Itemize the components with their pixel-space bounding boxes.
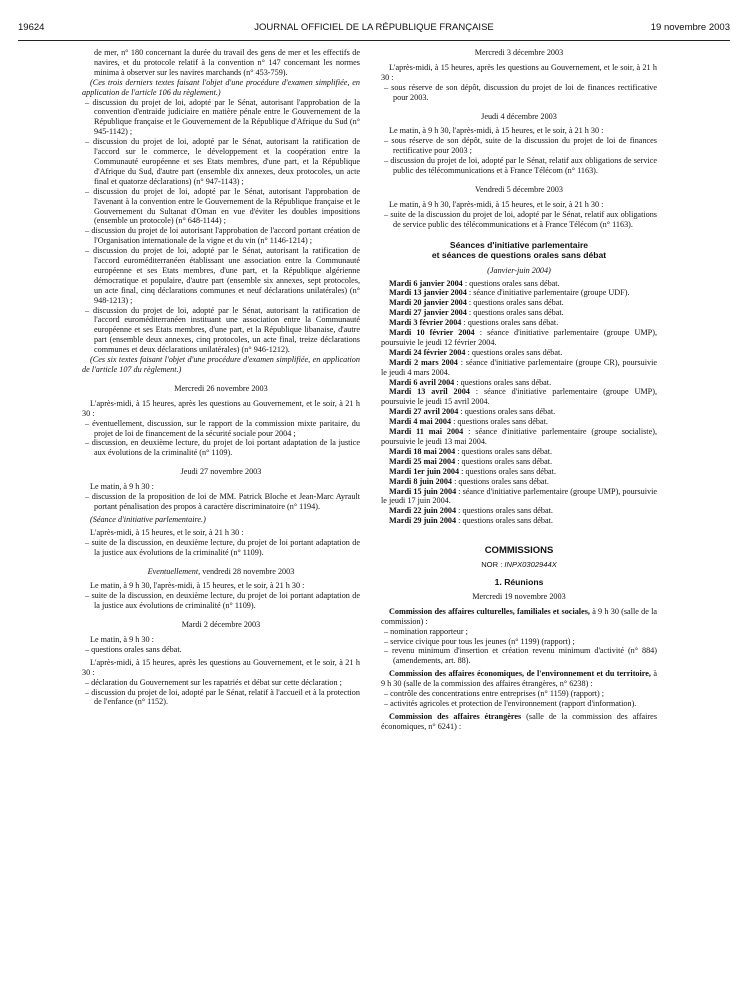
- session-entry: [381, 407, 657, 417]
- session-date: Mardi 10 février 2004: [389, 328, 475, 338]
- session-date: Mardi 3 février 2004: [389, 318, 462, 328]
- commission-item: – nomination rapporteur ;: [384, 626, 468, 636]
- session-date: Mardi 13 avril 2004: [389, 387, 470, 397]
- session-entry: [381, 318, 657, 328]
- agenda-item: – discussion du projet de loi, adopté par le Sénat, autorisant l'approbation de l'avenant à la convention entre le Gouvernement de la République française et le Gouvernement du Sultanat d'Oman en vue d'éviter les doubles impositions (ensemble un protocole) (n° 648-1144) ;: [85, 186, 360, 226]
- session-time: Le matin, à 9 h 30 :: [90, 635, 154, 645]
- session-time: Le matin, à 9 h 30, l'après-midi, à 15 heures, et le soir, à 21 h 30 :: [389, 199, 604, 209]
- right-column: [381, 48, 657, 732]
- session-date: Mardi 18 mai 2004: [389, 446, 456, 456]
- session-date: Mardi 15 juin 2004: [389, 486, 457, 496]
- agenda-item: – suite de la discussion, en deuxième lecture, du projet de loi portant adaptation de la justice aux évolutions de criminalité (n° 1109).: [85, 591, 360, 611]
- agenda-item: – discussion du projet de loi, adopté par le Sénat, autorisant l'approbation de la convention d'entraide judiciaire en matière pénale entre le Gouvernement de la République française et le Gouvernement de la République d'Afrique du Sud (n° 945-1142) ;: [85, 97, 360, 137]
- session-date: Mardi 29 juin 2004: [389, 516, 457, 526]
- session-type: : questions orales sans débat.: [456, 506, 553, 516]
- intro-text: de mer, n° 180 concernant la durée du travail des gens de mer et les effectifs de navires, et du protocole relatif à la convention n° 147 concernant les normes minima à observer sur les navires marchands (n° 453-759).: [94, 48, 360, 77]
- day-heading: Mardi 2 décembre 2003: [181, 620, 261, 630]
- agenda-item: – sous réserve de son dépôt, suite de la discussion du projet de loi de finances rectificative pour 2003 ;: [384, 136, 657, 156]
- session-entry: [381, 427, 657, 447]
- session-date: Mardi 25 mai 2004: [389, 456, 456, 466]
- page-number: 19624: [18, 22, 45, 33]
- day-heading: Mercredi 19 novembre 2003: [472, 591, 566, 601]
- session-type: : séance d'initiative parlementaire (groupe UMP), poursuivie le jeudi 12 février 2004.: [381, 328, 657, 347]
- session-date: Mardi 24 février 2004: [389, 347, 466, 357]
- session-entry: [381, 487, 657, 507]
- session-time: L'après-midi, à 15 heures, après les questions au Gouvernement, et le soir, à 21 h 30 :: [82, 398, 360, 418]
- commission-items: [381, 627, 657, 667]
- nor-reference: NOR : INPX0302944X: [481, 560, 557, 570]
- session-type: : séance d'initiative parlementaire (groupe UMP), poursuivie le jeudi 15 avril 2004.: [381, 387, 658, 407]
- sessions-title-1: Séances d'initiative parlementaire: [449, 239, 589, 250]
- commission-item: – service civique pour tous les jeunes (n° 1199) (rapport) ;: [384, 636, 575, 646]
- session-date: Mardi 22 juin 2004: [389, 506, 457, 516]
- session-type: : questions orales sans débat.: [461, 318, 559, 328]
- agenda-items-d4: [82, 678, 360, 708]
- session-entry: [381, 308, 657, 318]
- agenda-item: – discussion du projet de loi, adopté par le Sénat, relatif à l'accueil et à la protection de l'enfance (n° 1152).: [85, 687, 360, 707]
- agenda-item: – sous réserve de son dépôt, discussion du projet de loi de finances rectificative pour 2003.: [384, 82, 657, 102]
- agenda-item: – discussion du projet de loi, adopté par le Sénat, autorisant la ratification de l'accord euroméditerranéen établissant une association entre la Communauté européenne et ses Etats membres, d'une part, et la République algérienne démocratique et populaire, d'autre part (ensemble six annexes, sept protocoles, un acte final, cinq déclarations communes et neuf déclarations unilatérales) (n° 948-1213) ;: [85, 246, 360, 305]
- session-entry: [381, 328, 657, 348]
- session-entry: [381, 467, 657, 477]
- agenda-item: – déclaration du Gouvernement sur les rapatriés et débat sur cette déclaration ;: [85, 677, 342, 687]
- session-type: : séance d'initiative parlementaire (groupe CR), poursuivie le jeudi 4 mars 2004.: [381, 357, 657, 377]
- procedure-note-2: (Ces six textes faisant l'objet d'une procédure d'examen simplifiée, en application de l'article 107 du règlement.): [82, 355, 360, 374]
- session-entry: [381, 358, 657, 378]
- session-entry: [381, 298, 657, 308]
- commission-heading: Commission des affaires culturelles, familiales et sociales, à 9 h 30 (salle de la commission) :: [381, 606, 657, 626]
- sessions-list: [381, 279, 657, 527]
- session-type: : séance d'initiative parlementaire (groupe UDF).: [466, 288, 630, 298]
- commission-item: – contrôle des concentrations entre entreprises (n° 1159) (rapport) ;: [384, 689, 605, 699]
- issue-date: 19 novembre 2003: [650, 22, 730, 33]
- commission-item: – activités agricoles et protection de l'environnement (rapport d'information).: [384, 698, 637, 708]
- session-type: : questions orales sans débat.: [466, 308, 564, 318]
- session-time: Le matin, à 9 h 30, l'après-midi, à 15 heures, et le soir, à 21 h 30 :: [90, 581, 305, 591]
- agenda-item: – discussion du projet de loi, adopté par le Sénat, autorisant la ratification de l'accord sur le commerce, le développement et la coopération entre la Communauté européenne et ses Etats membres, d'une part, et la République d'Afrique du Sud, d'autre part (ensemble dix annexes, deux protocoles, un acte final et quatorze déclarations) (n° 947-1143) ;: [85, 137, 360, 186]
- agenda-item: – discussion du projet de loi, adopté par le Sénat, autorisant la ratification de l'accord euroméditerranéen instituant une association entre la Communauté européenne et ses Etats membres, d'une part, et la République libanaise, d'autre part (ensemble deux annexes, cinq protocoles, un acte final, treize déclarations communes et deux déclarations unilatérales) (n° 946-1212).: [85, 305, 360, 355]
- session-entry: [381, 279, 657, 289]
- agenda-item: – discussion, en deuxième lecture, du projet de loi portant adaptation de la justice aux évolutions de la criminalité (n° 1109).: [85, 438, 360, 458]
- session-entry: [381, 457, 657, 467]
- session-date: Mardi 20 janvier 2004: [389, 298, 467, 308]
- left-column: [82, 48, 360, 707]
- commission-heading: Commission des affaires économiques, de l'environnement et du territoire, à 9 h 30 (salle de la commission des affaires étrangères, n° 6238) :: [381, 669, 657, 689]
- commission-item: – revenu minimum d'insertion et création revenu minimum d'activité (n° 884) (amendements, art. 88).: [384, 646, 657, 666]
- session-date: Mardi 8 juin 2004: [389, 476, 453, 486]
- sessions-title-2: et séances de questions orales sans débat: [431, 250, 607, 261]
- session-time: L'après-midi, à 15 heures, et le soir, à 21 h 30 :: [90, 527, 244, 537]
- commissions-title: COMMISSIONS: [484, 545, 554, 557]
- page-header: [18, 23, 730, 35]
- procedure-note: (Ces trois derniers textes faisant l'objet d'une procédure d'examen simplifiée, en application de l'article 106 du règlement.): [82, 77, 360, 97]
- session-entry: [381, 516, 657, 526]
- session-type: : questions orales sans débat.: [451, 417, 548, 427]
- session-entry: [381, 378, 657, 388]
- session-date: Mardi 4 mai 2004: [389, 417, 452, 427]
- session-time: Le matin, à 9 h 30, l'après-midi, à 15 heures, et le soir, à 21 h 30 :: [389, 126, 604, 136]
- session-date: Mardi 11 mai 2004: [389, 427, 464, 437]
- session-date: Mardi 2 mars 2004: [389, 357, 458, 367]
- session-type: : questions orales sans débat.: [454, 377, 552, 387]
- agenda-items-d6: [381, 136, 657, 176]
- session-entry: [381, 477, 657, 487]
- commission-heading: Commission des affaires étrangères (salle de la commission des affaires économiques, n° 6241) :: [381, 711, 657, 731]
- session-date: Mardi 27 avril 2004: [389, 407, 459, 417]
- session-type: : séance d'initiative parlementaire (groupe socialiste), poursuivie le jeudi 13 mai 2004.: [381, 427, 657, 446]
- agenda-item: – discussion du projet de loi autorisant l'approbation de l'accord portant création de l'Organisation internationale de la vigne et du vin (n° 1146-1214) ;: [85, 226, 360, 246]
- session-type: : questions orales sans débat.: [455, 456, 553, 466]
- agenda-item: – suite de la discussion, en deuxième lecture, du projet de loi portant adaptation de la justice aux évolutions de la criminalité (n° 1109).: [85, 537, 360, 557]
- agenda-items-1: [82, 98, 360, 356]
- session-type: : questions orales sans débat.: [466, 298, 564, 308]
- journal-title: JOURNAL OFFICIEL DE LA RÉPUBLIQUE FRANÇAISE: [254, 22, 494, 33]
- day-heading: Eventuellement, vendredi 28 novembre 2003: [147, 566, 295, 576]
- header-rule: [18, 40, 730, 41]
- agenda-item: – discussion de la proposition de loi de MM. Patrick Bloche et Jean-Marc Ayrault portant pénalisation des propos à caractère discriminatoire (n° 1194).: [85, 492, 360, 511]
- session-type: : questions orales sans débat.: [459, 466, 556, 476]
- agenda-items-d1: [82, 419, 360, 459]
- session-type: : questions orales sans débat.: [456, 516, 553, 526]
- section-heading: 1. Réunions: [494, 576, 544, 587]
- agenda-item: – suite de la discussion du projet de loi, adopté par le Sénat, relatif aux obligations de service public des télécommunications et à France Télécom (n° 1163).: [384, 209, 657, 229]
- sessions-period: (Janvier-juin 2004): [487, 265, 551, 275]
- session-entry: [381, 288, 657, 298]
- day-heading: Vendredi 5 décembre 2003: [475, 184, 563, 194]
- session-type: : séance d'initiative parlementaire (groupe UMP), poursuivie le jeudi 17 juin 2004.: [381, 486, 657, 506]
- session-time: L'après-midi, à 15 heures, après les questions au Gouvernement, et le soir, à 21 h 30 :: [82, 657, 360, 677]
- session-entry: [381, 417, 657, 427]
- session-type: : questions orales sans débat.: [458, 407, 556, 417]
- day-heading: Jeudi 4 décembre 2003: [481, 111, 557, 121]
- session-type: : questions orales sans débat.: [452, 476, 549, 486]
- agenda-item: – discussion du projet de loi, adopté par le Sénat, relatif aux obligations de service public des télécommunications et à France Télécom (n° 1163).: [384, 156, 657, 176]
- session-date: Mardi 6 janvier 2004: [389, 278, 463, 288]
- session-entry: [381, 387, 657, 407]
- session-date: Mardi 6 avril 2004: [389, 377, 455, 387]
- day-heading: Mercredi 3 décembre 2003: [474, 48, 564, 57]
- day-heading: Mercredi 26 novembre 2003: [174, 383, 268, 393]
- session-entry: [381, 447, 657, 457]
- session-type: : questions orales sans débat.: [455, 446, 553, 456]
- session-date: Mardi 13 janvier 2004: [389, 288, 467, 298]
- session-date: Mardi 27 janvier 2004: [389, 308, 467, 318]
- session-time: L'après-midi, à 15 heures, après les questions au Gouvernement, et le soir, à 21 h 30 :: [381, 62, 657, 82]
- session-note: (Séance d'initiative parlementaire.): [90, 514, 206, 524]
- session-entry: [381, 506, 657, 516]
- agenda-item: – questions orales sans débat.: [85, 644, 182, 654]
- sessions-heading: [381, 240, 657, 261]
- day-heading: Jeudi 27 novembre 2003: [180, 467, 262, 477]
- commission-items: [381, 689, 657, 709]
- session-type: : questions orales sans débat.: [462, 278, 560, 288]
- session-time: Le matin, à 9 h 30 :: [90, 482, 154, 492]
- session-entry: [381, 348, 657, 358]
- session-type: : questions orales sans débat.: [465, 347, 563, 357]
- session-date: Mardi 1er juin 2004: [389, 466, 460, 476]
- agenda-item: – éventuellement, discussion, sur le rapport de la commission mixte paritaire, du projet de loi de financement de la sécurité sociale pour 2004 ;: [85, 418, 360, 438]
